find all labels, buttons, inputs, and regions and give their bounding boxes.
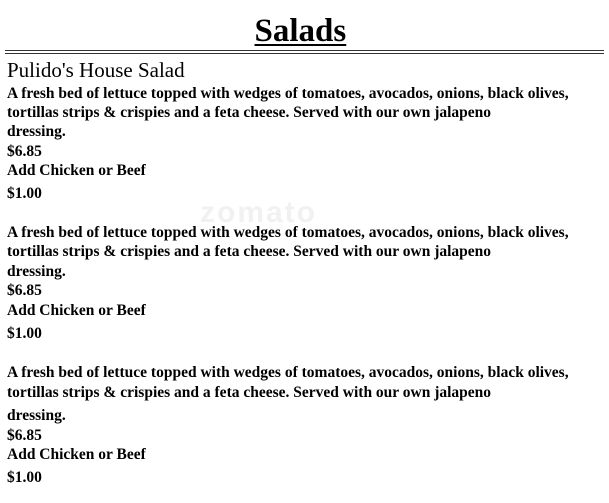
- item-description-line: A fresh bed of lettuce topped with wedges of tomatoes, avocados, onions, black olives,: [7, 224, 569, 241]
- title-divider-top: [5, 50, 604, 51]
- addon-price: $1.00: [7, 325, 42, 342]
- addon-price: $1.00: [7, 185, 42, 202]
- addon-label: Add Chicken or Beef: [7, 302, 146, 319]
- item-description-line: A fresh bed of lettuce topped with wedges of tomatoes, avocados, onions, black olives,: [7, 85, 569, 102]
- item-price: $6.85: [7, 427, 42, 444]
- item-description-line: A fresh bed of lettuce topped with wedges of tomatoes, avocados, onions, black olives,: [7, 364, 569, 381]
- addon-price: $1.00: [7, 469, 42, 486]
- page-title-text: Salads: [254, 13, 347, 49]
- item-description-line: dressing.: [7, 123, 66, 140]
- addon-label: Add Chicken or Beef: [7, 162, 146, 179]
- title-divider-bottom: [5, 53, 604, 54]
- item-description-line: tortillas strips & crispies and a feta cheese. Served with our own jalapeno: [7, 104, 492, 121]
- addon-label: Add Chicken or Beef: [7, 446, 146, 463]
- item-price: $6.85: [7, 143, 42, 160]
- item-description-line: tortillas strips & crispies and a feta cheese. Served with our own jalapeno: [7, 243, 492, 260]
- watermark: zomato: [200, 196, 317, 229]
- page-title: [0, 12, 609, 50]
- item-price: $6.85: [7, 282, 42, 299]
- item-description-line: dressing.: [7, 263, 66, 280]
- item-description-line: tortillas strips & crispies and a feta cheese. Served with our own jalapeno: [7, 384, 492, 401]
- item-name: Pulido's House Salad: [7, 58, 185, 82]
- item-description-line: dressing.: [7, 407, 66, 424]
